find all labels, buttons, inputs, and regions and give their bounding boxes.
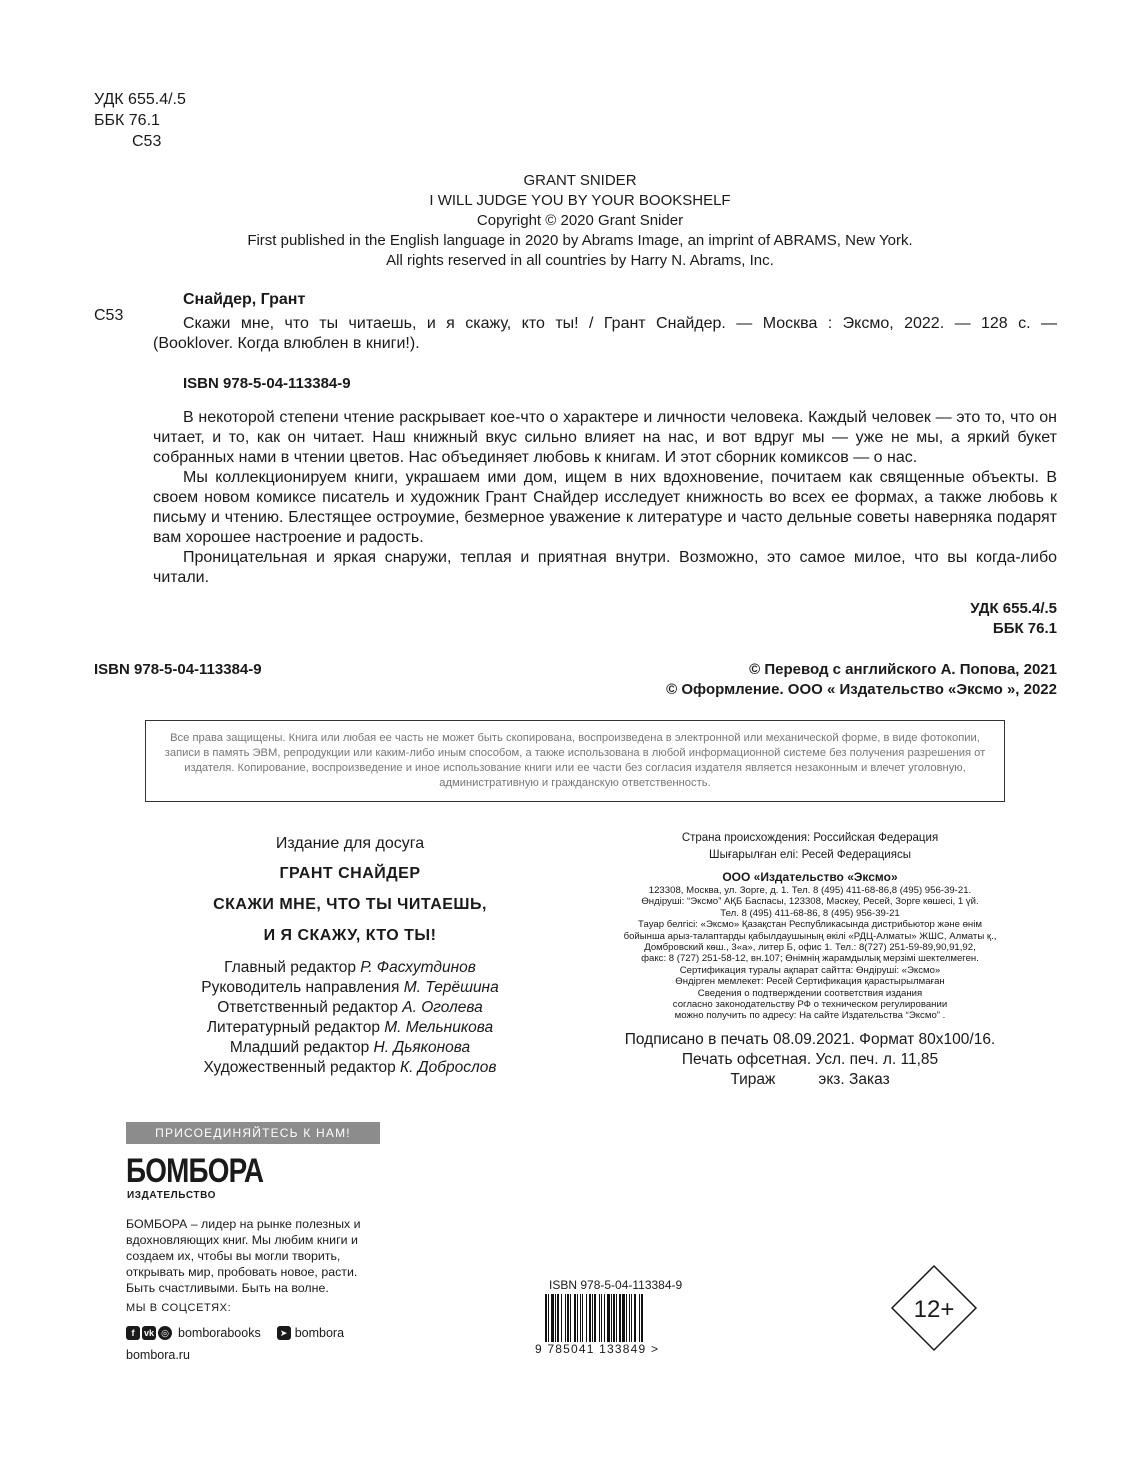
staff-role: Литературный редактор — [206, 1019, 385, 1036]
annotation — [153, 408, 1057, 588]
copyrights-block — [666, 660, 1057, 700]
staff-role: Ответственный редактор — [217, 999, 403, 1016]
staff-role: Художественный редактор — [203, 1059, 400, 1076]
social-row — [126, 1326, 344, 1340]
join-us-bar: ПРИСОЕДИНЯЙТЕСЬ К НАМ! — [126, 1122, 380, 1144]
annotation-paragraph-1: В некоторой степени чтение раскрывает кое-что о характере и личности человека. Каждый человек — это то, что он читает, и то, как он читает. Наш книжный вкус сильно влияет на нас, и вот вдруг мы — уже не мы, а яркий букет собранных нами в чтении цветов. Нас объединяет любовь к книгам. И этот сборник комиксов — о нас. — [153, 409, 1057, 466]
publisher-line: Сертификация туралы ақпарат сайтта: Өндіруші: «Эксмо» — [679, 964, 941, 976]
barcode-bar — [611, 1294, 612, 1342]
barcode-bar — [626, 1294, 627, 1342]
original-author: GRANT SNIDER — [523, 172, 637, 189]
publisher-name: ООО «Издательство «Эксмо» — [722, 870, 898, 884]
barcode-bar — [548, 1294, 549, 1342]
publisher-line: факс: 8 (727) 251-58-12, вн.107; Өнімнің жарамдылық мерзімі шектелмеген. — [641, 953, 979, 965]
print-info — [600, 1030, 1020, 1090]
bombora-logo: БОМБОРА — [126, 1152, 264, 1190]
barcode-bar — [641, 1294, 643, 1342]
isbn-left: ISBN 978-5-04-113384-9 — [94, 661, 262, 678]
barcode-bar — [604, 1294, 605, 1342]
edition-author-caps: ГРАНТ СНАЙДЕР — [279, 865, 421, 882]
barcode-bar — [634, 1294, 636, 1342]
signed-to-print: Подписано в печать 08.09.2021. Формат 80x100/16. — [624, 1030, 996, 1048]
staff-list — [120, 958, 580, 1078]
barcode-bar — [586, 1294, 587, 1342]
print-run: Тираж экз. Заказ — [730, 1070, 890, 1088]
staff-name: Р. Фасхутдинов — [360, 959, 476, 976]
social-handle-secondary[interactable]: bombora — [294, 1326, 345, 1340]
staff-row — [120, 1018, 580, 1038]
catalog-isbn: ISBN 978-5-04-113384-9 — [183, 375, 351, 392]
barcode-bar — [565, 1294, 566, 1342]
barcode-bar — [616, 1294, 617, 1342]
age-rating-badge — [890, 1264, 978, 1352]
barcode-bar — [613, 1294, 615, 1342]
staff-row — [120, 1038, 580, 1058]
udk-code: УДК 655.4/.5 — [94, 91, 186, 108]
catalog-description-line1: Скажи мне, что ты читаешь, и я скажу, кто ты! / Грант Снайдер. — Москва : Эксмо, 2022. — 128 с. — — [183, 315, 1057, 332]
rights-notice-box — [145, 720, 1005, 802]
country-kz: Шығарылған елі: Ресей Федерациясы — [709, 849, 911, 861]
original-copyright: Copyright © 2020 Grant Snider — [476, 212, 684, 229]
catalog-code: С53 — [94, 307, 124, 324]
barcode-bar — [607, 1294, 610, 1342]
social-handle-main[interactable]: bomborabooks — [178, 1326, 261, 1340]
catalog-author: Снайдер, Грант — [183, 291, 306, 308]
barcode-bar — [555, 1294, 556, 1342]
staff-name: К. Доброслов — [400, 1059, 497, 1076]
barcode-bar — [577, 1294, 578, 1342]
bbk-right-code: ББК 76.1 — [992, 620, 1057, 637]
barcode-bar — [574, 1294, 576, 1342]
copyright-translation: © Перевод с английского А. Попова, 2021 — [749, 661, 1057, 678]
bbk-code: ББК 76.1 — [94, 112, 160, 129]
original-published: First published in the English language in 2020 by Abrams Image, an imprint of ABRAMS, New York. — [247, 232, 913, 249]
copyright-design: © Оформление. ООО « Издательство «Эксмо », 2022 — [666, 681, 1057, 698]
barcode-bar — [601, 1294, 602, 1342]
publisher-line: Өндірген мемлекет: Ресей Сертификация қарастырылмаған — [675, 976, 945, 988]
publisher-info-block — [600, 830, 1020, 1090]
barcode-bar — [557, 1294, 559, 1342]
barcode-bar — [570, 1294, 571, 1342]
udk-right-block — [970, 599, 1057, 639]
facebook-icon[interactable]: f — [126, 1326, 140, 1340]
publisher-line: бойынша арыз-талаптарды қабылдаушының өкілі «РДЦ-Алматы» ЖШС, Алматы қ., — [623, 930, 997, 942]
bombora-site-link[interactable]: bombora.ru — [126, 1348, 190, 1362]
publisher-line: согласно законодательству РФ о техническом регулировании — [672, 999, 948, 1011]
barcode-digits: 9 785041 133849 > — [535, 1342, 660, 1356]
barcode-bar — [545, 1294, 547, 1342]
udk-top-block — [94, 90, 186, 153]
barcode-bar — [619, 1294, 621, 1342]
catalog-description-line2: (Booklover. Когда влюблен в книги!). — [153, 335, 420, 352]
bombora-subtitle: ИЗДАТЕЛЬСТВО — [127, 1190, 217, 1201]
edition-title-line1: СКАЖИ МНЕ, ЧТО ТЫ ЧИТАЕШЬ, — [213, 896, 487, 913]
barcode-bar — [551, 1294, 554, 1342]
original-edition-block — [150, 171, 1010, 271]
publisher-line: Тауар белгісі: «Эксмо» Қазақстан Республикасында дистрибьютор және өнім — [638, 919, 982, 931]
telegram-icon[interactable]: ➤ — [277, 1326, 291, 1340]
edition-block — [120, 834, 580, 1078]
barcode-bar — [594, 1294, 596, 1342]
publisher-line: Тел. 8 (495) 411-68-86, 8 (495) 956-39-21 — [720, 907, 900, 919]
publisher-line: Сведения о подтверждении соответствия издания — [697, 987, 923, 999]
staff-name: А. Оголева — [402, 999, 483, 1016]
barcode-isbn: ISBN 978-5-04-113384-9 — [549, 1278, 683, 1292]
barcode-bar — [631, 1294, 632, 1342]
rights-notice-text: Все права защищены. Книга или любая ее часть не может быть скопирована, воспроизведена в электронной или механической форме, в виде фотокопии, записи в память ЭВМ, репродукции или каким-либо иным способом, а также использована в любой информационной системе без получения разрешения от издателя. Копирование, воспроизведение и иное использование книги или ее части без согласия издателя является незаконным и влечет уголовную, административную и гражданскую ответственность. — [164, 732, 986, 789]
staff-role: Руководитель направления — [201, 979, 404, 996]
barcode-graphic — [539, 1294, 709, 1348]
country-ru: Страна происхождения: Российская Федерация — [681, 832, 939, 844]
staff-role: Младший редактор — [229, 1039, 374, 1056]
original-title: I WILL JUDGE YOU BY YOUR BOOKSHELF — [429, 192, 731, 209]
annotation-paragraph-3: Проницательная и яркая снаружи, теплая и приятная внутри. Возможно, это самое милое, что вы когда-либо читали. — [153, 549, 1057, 586]
barcode-bar — [580, 1294, 581, 1342]
barcode-bar — [622, 1294, 625, 1342]
publisher-line: Өндіруші: “Эксмо” АҚБ Баспасы, 123308, Мәскеу, Ресей, Зорге көшесі, 1 үй. — [641, 896, 979, 908]
barcode-bar — [639, 1294, 640, 1342]
barcode-bar — [589, 1294, 591, 1342]
barcode-bar — [629, 1294, 630, 1342]
publisher-line: Домбровский көш., 3«а», литер Б, офис 1. Тел.: 8(727) 251-59-89,90,91,92, — [644, 942, 976, 954]
staff-name: Н. Дьяконова — [373, 1039, 471, 1056]
staff-row — [120, 958, 580, 978]
original-rights: All rights reserved in all countries by Harry N. Abrams, Inc. — [386, 252, 774, 269]
publisher-line: 123308, Москва, ул. Зорге, д. 1. Тел. 8 (495) 411-68-86,8 (495) 956-39-21. — [648, 885, 972, 896]
staff-name: М. Мельникова — [384, 1019, 494, 1036]
edition-genre: Издание для досуга — [275, 835, 425, 852]
staff-row — [120, 1058, 580, 1078]
instagram-icon[interactable]: ◎ — [158, 1326, 172, 1340]
staff-row — [120, 998, 580, 1018]
staff-name: М. Терёшина — [403, 979, 499, 996]
barcode-bar — [567, 1294, 569, 1342]
author-sign: С53 — [132, 133, 162, 150]
age-rating-text: 12+ — [913, 1296, 955, 1323]
barcode-bar — [599, 1294, 600, 1342]
staff-row — [120, 978, 580, 998]
staff-role: Главный редактор — [224, 959, 361, 976]
barcode-bar — [561, 1294, 562, 1342]
publisher-line: можно получить по адресу: На сайте Издательства “Эксмо” . — [674, 1010, 946, 1022]
publisher-details — [600, 885, 1020, 1022]
print-type: Печать офсетная. Усл. печ. л. 11,85 — [681, 1050, 939, 1068]
bombora-description: БОМБОРА – лидер на рынке полезных и вдохновляющих книг. Мы любим книги и создаем их, чтобы вы могли творить, открывать мир, пробовать новое, расти. Быть счастливыми. Быть на волне. — [126, 1217, 361, 1295]
social-label: МЫ В СОЦСЕТЯХ: — [126, 1302, 232, 1314]
edition-title-line2: И Я СКАЖУ, КТО ТЫ! — [263, 927, 437, 944]
barcode-bar — [582, 1294, 583, 1342]
barcode-bar — [592, 1294, 593, 1342]
vk-icon[interactable]: vk — [143, 1328, 154, 1338]
udk-right-code: УДК 655.4/.5 — [970, 600, 1057, 617]
annotation-paragraph-2: Мы коллекционируем книги, украшаем ими дом, ищем в них вдохновение, почитаем как священные объекты. В своем новом комиксе писатель и художник Грант Снайдер исследует книжность во всех ее формах, а также любовь к письму и чтению. Блестящее остроумие, безмерное уважение к литературе и часто дельные советы наверняка подарят вам хорошее настроение и радость. — [153, 469, 1057, 546]
